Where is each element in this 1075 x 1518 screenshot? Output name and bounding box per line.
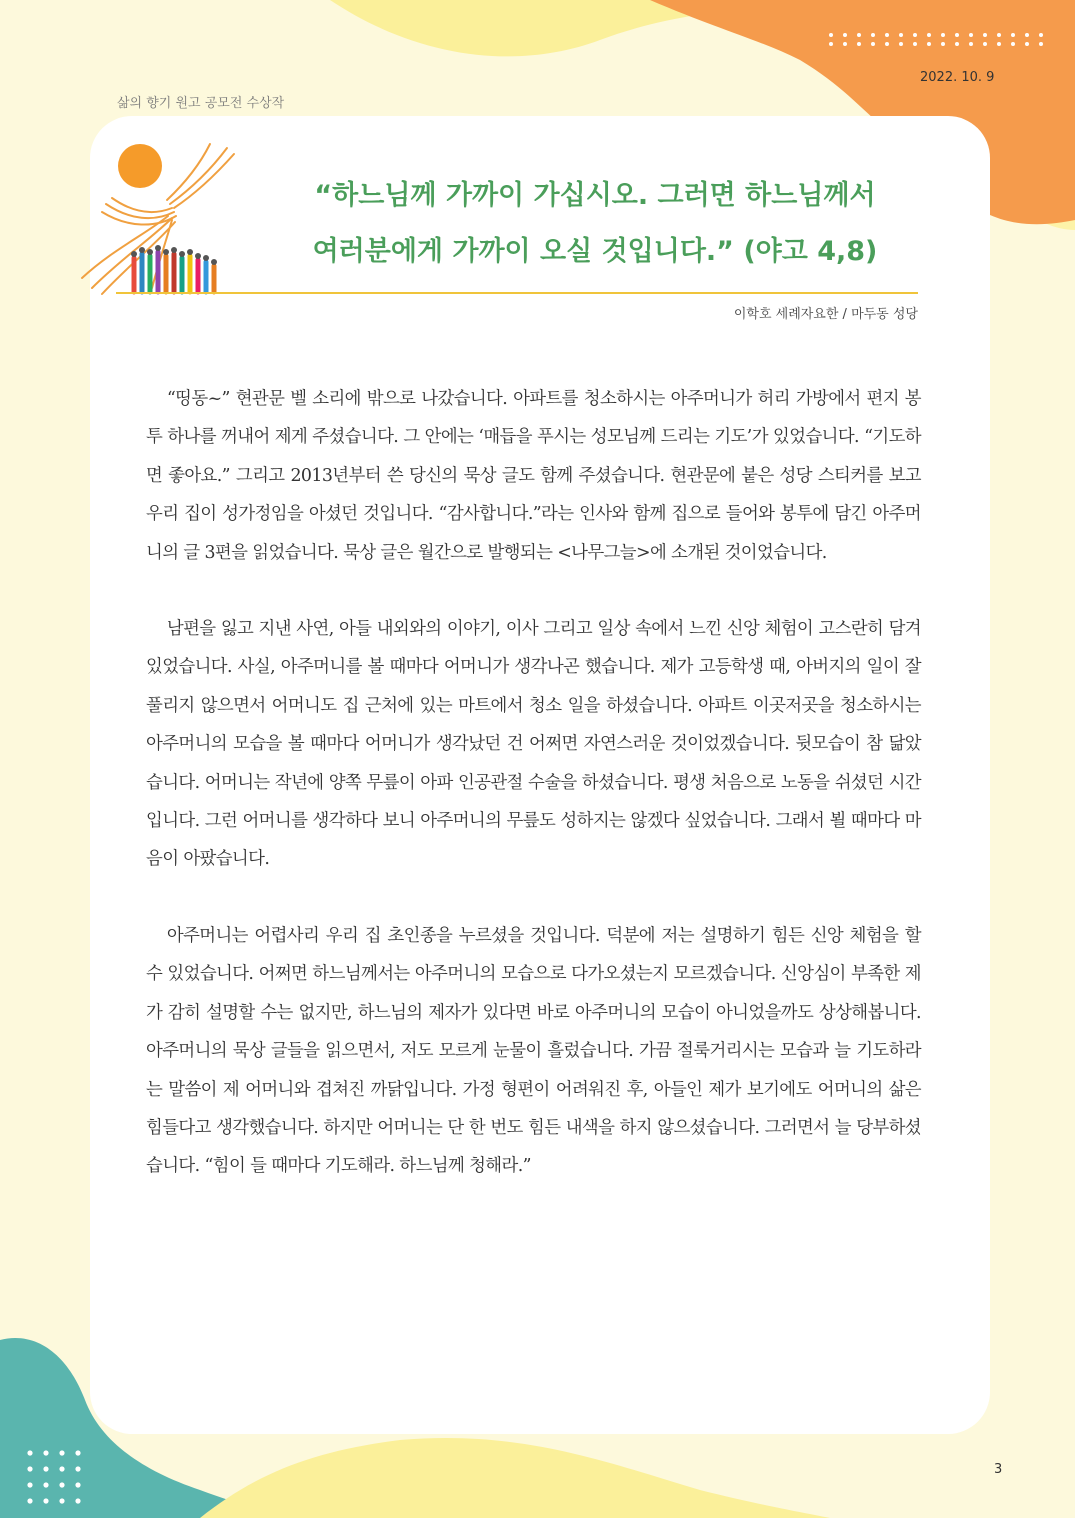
issue-date: 2022. 10. 9 (920, 70, 995, 85)
title-line-2: 여러분에게 가까이 오실 것입니다.” (야고 4,8) (312, 236, 878, 267)
article-body (146, 380, 921, 1186)
page-number: 3 (994, 1462, 1003, 1477)
title-line-1: “하느님께 가까이 가십시오. 그러면 하느님께서 (314, 180, 876, 211)
title-divider (116, 292, 918, 294)
paragraph-1: “띵동~” 현관문 벨 소리에 밖으로 나갔습니다. 아파트를 청소하시는 아주머니가 허리 가방에서 편지 봉투 하나를 꺼내어 제게 주셨습니다. 그 안에는 ‘매듭을 푸시는 성모님께 드리는 기도’가 있었습니다. “기도하면 좋아요.” 그리고 2013년부터 쓴 당신의 묵상 글도 함께 주셨습니다. 현관문에 붙은 성당 스티커를 보고 우리 집이 성가정임을 아셨던 것입니다. “감사합니다.”라는 인사와 함께 집으로 들어와 봉투에 담긴 아주머니의 글 3편을 읽었습니다. 묵상 글은 월간으로 발행되는 <나무그늘>에 소개된 것이었습니다. (146, 389, 921, 563)
author-byline: 이학호 세례자요한 / 마두동 성당 (733, 307, 918, 322)
paragraph-3: 아주머니는 어렵사리 우리 집 초인종을 누르셨을 것입니다. 덕분에 저는 설명하기 힘든 신앙 체험을 할 수 있었습니다. 어쩌면 하느님께서는 아주머니의 모습으로 다가오셨는지 모르겠습니다. 신앙심이 부족한 제가 감히 설명할 수는 없지만, 하느님의 제자가 있다면 바로 아주머니의 모습이 아니었을까도 상상해봅니다. 아주머니의 묵상 글들을 읽으면서, 저도 모르게 눈물이 흘렀습니다. 가끔 절룩거리시는 모습과 늘 기도하라는 말씀이 제 어머니와 겹쳐진 까닭입니다. 가정 형편이 어려워진 후, 아들인 제가 보기에도 어머니의 삶은 힘들다고 생각했습니다. 하지만 어머니는 단 한 번도 힘든 내색을 하지 않으셨습니다. 그러면서 늘 당부하셨습니다. “힘이 들 때마다 기도해라. 하느님께 청해라.” (146, 925, 921, 1177)
paragraph-2: 남편을 잃고 지낸 사연, 아들 내외와의 이야기, 이사 그리고 일상 속에서 느낀 신앙 체험이 고스란히 담겨 있었습니다. 사실, 아주머니를 볼 때마다 어머니가 생각나곤 했습니다. 제가 고등학생 때, 아버지의 일이 잘 풀리지 않으면서 어머니도 집 근처에 있는 마트에서 청소 일을 하셨습니다. 아파트 이곳저곳을 청소하시는 아주머니의 모습을 볼 때마다 어머니가 생각났던 건 어쩌면 자연스러운 것이었겠습니다. 뒷모습이 참 닮았습니다. 어머니는 작년에 양쪽 무릎이 아파 인공관절 수술을 하셨습니다. 평생 처음으로 노동을 쉬셨던 시간입니다. 그런 어머니를 생각하다 보니 아주머니의 무릎도 성하지는 않겠다 싶었습니다. 그래서 뵐 때마다 마음이 아팠습니다. (146, 619, 922, 870)
category-label: 삶의 향기 원고 공모전 수상작 (117, 96, 285, 111)
sun-figure-logo (72, 138, 242, 298)
article-title (250, 168, 940, 280)
